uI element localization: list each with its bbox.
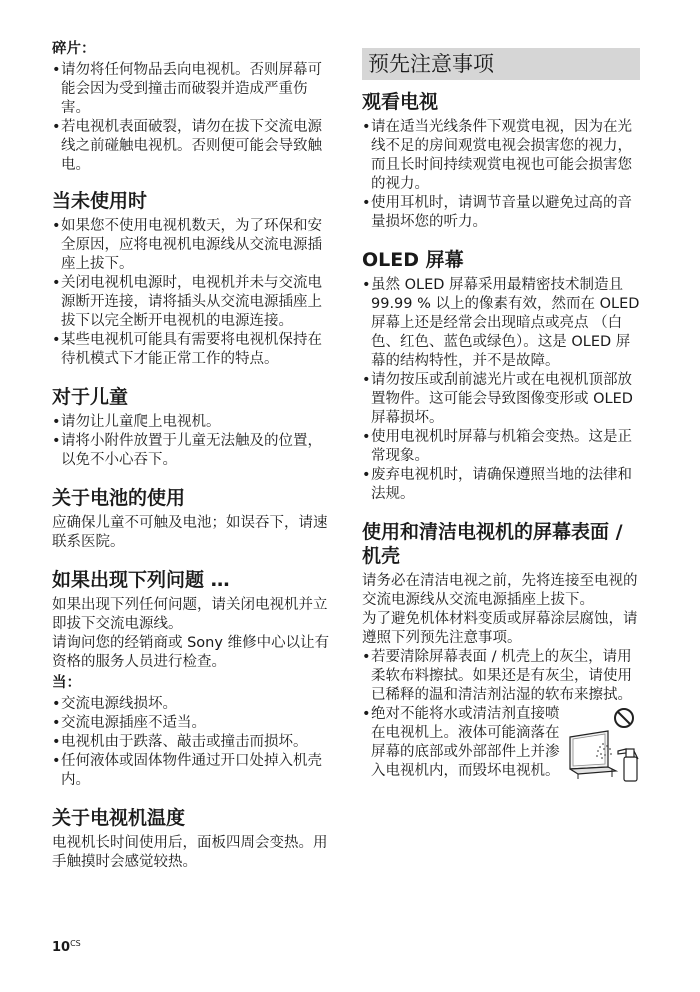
watching-list: [362, 118, 640, 232]
right-column: [362, 40, 640, 781]
list-item: • 请勿让儿童爬上电视机。: [52, 413, 334, 432]
list-item: • 绝对不能将水或清洁剂直接喷在电视机上。液体可能滴落在屏幕的底部或外部部件上并渗入电视机内，而毁坏电视机。: [362, 705, 569, 781]
left-column: [52, 40, 334, 872]
list-item: • 废弃电视机时，请确保遵照当地的法律和法规。: [362, 466, 640, 504]
problems-when-label: 当：: [52, 675, 81, 691]
list-item: • 如果您不使用电视机数天，为了环保和安全原因，应将电视机电源线从交流电源插座上拔下。: [52, 217, 334, 274]
list-item: • 交流电源插座不适当。: [52, 714, 334, 733]
list-item: • 请勿按压或刮前滤光片或在电视机顶部放置物件。这可能会导致图像变形或 OLED 屏幕损坏。: [362, 371, 640, 428]
cleaning-heading: 使用和清洁电视机的屏幕表面 / 机壳: [362, 521, 623, 567]
not-in-use-list: [52, 217, 334, 369]
watching-heading: 观看电视: [362, 91, 439, 113]
problems-text-1: 如果出现下列任何问题，请关闭电视机并立即拔下交流电源线。: [52, 597, 328, 632]
page-number-value: 10: [52, 940, 71, 955]
problems-list: [52, 695, 334, 790]
problems-text-2: 请询问您的经销商或 Sony 维修中心以让有资格的服务人员进行检查。: [52, 635, 330, 670]
cleaning-list: [362, 648, 640, 705]
children-heading: 对于儿童: [52, 386, 129, 408]
spray-bottle-icon: [618, 749, 638, 781]
list-item: • 若电视机表面破裂，请勿在拔下交流电源线之前碰触电视机。否则便可能会导致触电。: [52, 118, 334, 175]
debris-heading: 碎片：: [52, 41, 96, 57]
list-item: • 请将小附件放置于儿童无法触及的位置，以免不小心吞下。: [52, 432, 334, 470]
prohibition-icon: [615, 709, 633, 727]
battery-heading: 关于电池的使用: [52, 487, 186, 509]
list-item: • 使用耳机时，请调节音量以避免过高的音量损坏您的听力。: [362, 194, 640, 232]
not-in-use-heading: 当未使用时: [52, 190, 148, 212]
list-item: • 关闭电视机电源时，电视机并未与交流电源断开连接，请将插头从交流电源插座上拔下以完全断开电视机的电源连接。: [52, 274, 334, 331]
page-number: [52, 939, 81, 955]
precautions-banner: 预先注意事项: [362, 48, 640, 80]
list-item: • 请勿将任何物品丢向电视机。否则屏幕可能会因为受到撞击而破裂并造成严重伤害。: [52, 61, 334, 118]
list-item: • 任何液体或固体物件通过开口处掉入机壳内。: [52, 752, 334, 790]
list-item: • 某些电视机可能具有需要将电视机保持在待机模式下才能正常工作的特点。: [52, 331, 334, 369]
temperature-text: 电视机长时间使用后，面板四周会变热。用手触摸时会感觉较热。: [52, 835, 328, 870]
list-item: • 虽然 OLED 屏幕采用最精密技术制造且 99.99 % 以上的像素有效，然而在 OLED 屏幕上还是经常会出现暗点或亮点 （白色、红色、蓝色或绿色）。这是 OLED 屏幕的结构特性，并不是故障。: [362, 276, 640, 371]
cleaning-text-2: 为了避免机体材料变质或屏幕涂层腐蚀，请遵照下列预先注意事项。: [362, 611, 638, 646]
list-item: • 请在适当光线条件下观赏电视，因为在光线不足的房间观赏电视会损害您的视力，而且长时间持续观赏电视也可能会损害您的视力。: [362, 118, 640, 194]
problems-heading: 如果出现下列问题 …: [52, 569, 230, 591]
oled-heading: OLED 屏幕: [362, 249, 464, 271]
battery-text: 应确保儿童不可触及电池；如误吞下，请速联系医院。: [52, 515, 328, 550]
list-item: • 电视机由于跌落、敲击或撞击而损坏。: [52, 733, 334, 752]
debris-list: [52, 61, 334, 175]
temperature-heading: 关于电视机温度: [52, 807, 186, 829]
tv-icon: [570, 731, 616, 779]
no-spray-illustration: [564, 707, 642, 791]
oled-list: [362, 276, 640, 504]
list-item: • 交流电源线损坏。: [52, 695, 334, 714]
spray-warning-block: [362, 705, 640, 781]
list-item: • 若要清除屏幕表面 / 机壳上的灰尘，请用柔软布料擦拭。如果还是有灰尘，请使用已稀释的温和清洁剂沾湿的软布来擦拭。: [362, 648, 640, 705]
list-item: • 使用电视机时屏幕与机箱会变热。这是正常现象。: [362, 428, 640, 466]
language-code: CS: [70, 939, 81, 948]
cleaning-text-1: 请务必在清洁电视之前，先将连接至电视的交流电源线从交流电源插座上拔下。: [362, 573, 638, 608]
children-list: [52, 413, 334, 470]
